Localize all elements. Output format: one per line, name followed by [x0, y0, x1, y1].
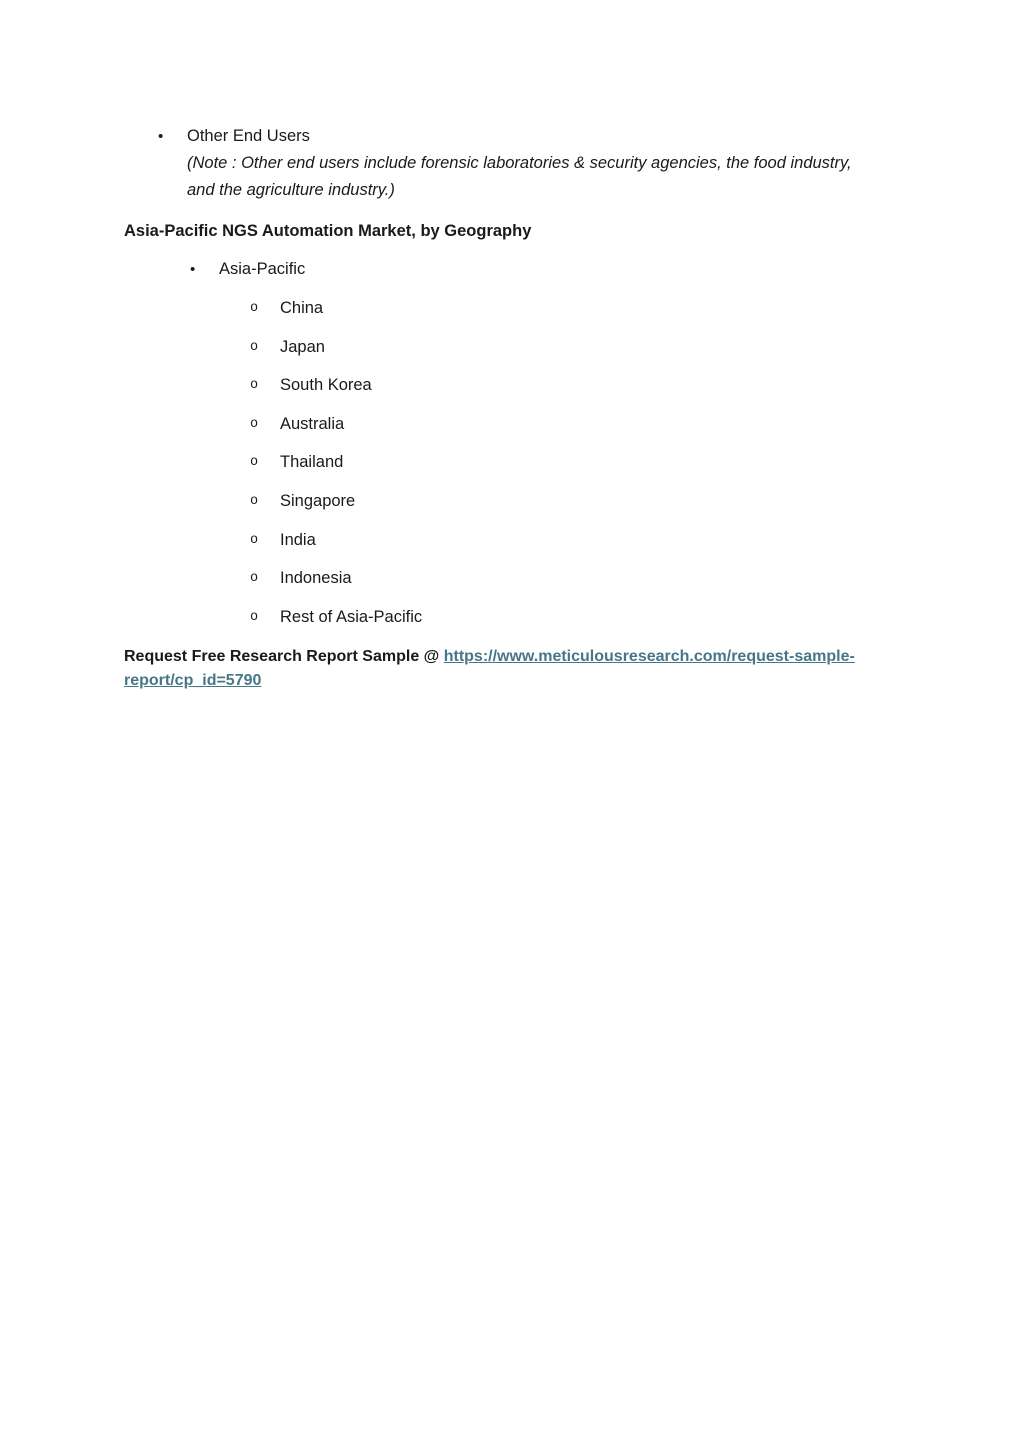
- bullet-icon: •: [158, 128, 164, 145]
- country-label: Japan: [280, 337, 325, 356]
- list-item-country: [124, 527, 903, 554]
- circle-bullet-icon: o: [250, 339, 259, 355]
- bullet-icon: •: [190, 261, 196, 278]
- other-end-users-note: (Note : Other end users include forensic laboratories & security agencies, the food industry, and the agriculture industry.): [187, 154, 852, 199]
- country-label: Singapore: [280, 491, 356, 510]
- circle-bullet-icon: o: [250, 609, 259, 625]
- list-item-country: [124, 411, 903, 438]
- request-sample-line: [124, 645, 884, 693]
- list-item-country: [124, 295, 903, 322]
- country-label: Australia: [280, 414, 345, 433]
- circle-bullet-icon: o: [250, 532, 259, 548]
- list-item-country: [124, 565, 903, 592]
- list-item-country: [124, 449, 903, 476]
- region-label: Asia-Pacific: [219, 260, 306, 278]
- list-item-other-end-users: [124, 123, 903, 204]
- list-item-region-asia-pacific: [124, 256, 903, 283]
- circle-bullet-icon: o: [250, 416, 259, 432]
- country-label: Rest of Asia-Pacific: [280, 607, 423, 626]
- list-item-country: [124, 372, 903, 399]
- country-label: China: [280, 299, 324, 317]
- section-heading-geography: Asia-Pacific NGS Automation Market, by Geography: [124, 222, 532, 240]
- country-list: [124, 295, 903, 631]
- list-item-country: [124, 334, 903, 361]
- request-sample-label: Request Free Research Report Sample @: [124, 647, 444, 665]
- circle-bullet-icon: o: [250, 571, 259, 587]
- country-label: Indonesia: [280, 569, 352, 588]
- circle-bullet-icon: o: [250, 301, 259, 316]
- circle-bullet-icon: o: [250, 493, 259, 509]
- country-label: India: [280, 530, 316, 549]
- country-label: South Korea: [280, 376, 372, 395]
- list-item-country: [124, 488, 903, 515]
- circle-bullet-icon: o: [250, 455, 259, 471]
- list-item-label: Other End Users: [187, 127, 310, 145]
- request-sample-link[interactable]: https://www.meticulousresearch.com/request-sample-report/cp_id=5790: [124, 647, 855, 689]
- country-label: Thailand: [280, 453, 344, 472]
- circle-bullet-icon: o: [250, 378, 259, 394]
- list-item-country: [124, 604, 903, 631]
